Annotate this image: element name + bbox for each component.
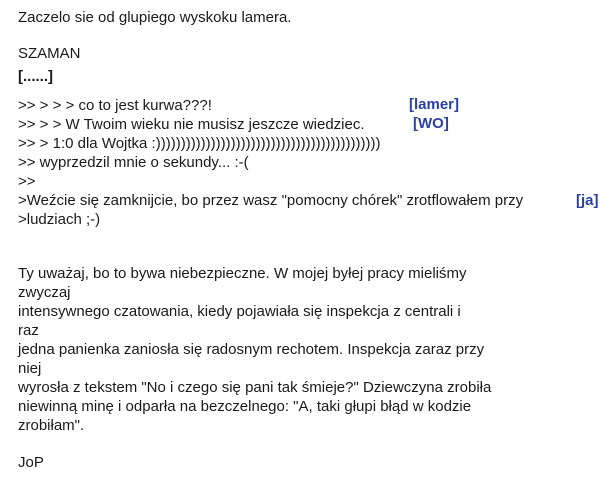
tag-ja: [ja]: [576, 192, 599, 209]
body-line: intensywnego czatowania, kiedy pojawiała się inspekcja z centrali i: [18, 303, 461, 320]
body-line: jedna panienka zaniosła się radosnym rechotem. Inspekcja zaraz przy: [18, 341, 485, 358]
quote-line: >Weźcie się zamknijcie, bo przez wasz "pomocny chórek" zrotflowałem przy: [18, 192, 524, 209]
body-line: zrobiłam".: [18, 417, 85, 434]
signature: JoP: [18, 454, 44, 471]
snip-marker: [......]: [18, 68, 53, 85]
quote-line: >> > 1:0 dla Wojtka :))))))))))))))))))))))))))))))))))))))))))))): [18, 135, 381, 152]
body-line: wyrosła z tekstem "No i czego się pani tak śmieje?" Dziewczyna zrobiła: [18, 379, 492, 396]
quote-line: >ludziach ;-): [18, 211, 101, 228]
intro-line: Zaczelo sie od glupiego wyskoku lamera.: [18, 9, 292, 26]
tag-lamer: [lamer]: [409, 96, 460, 113]
quote-line: >> > > > co to jest kurwa???!: [18, 97, 212, 114]
quote-line: >> wyprzedzil mnie o sekundy... :-(: [18, 154, 249, 171]
quote-line: >>: [18, 173, 36, 190]
tag-wo: [WO]: [413, 115, 449, 132]
quote-line: >> > > W Twoim wieku nie musisz jeszcze wiedziec.: [18, 116, 365, 133]
body-line: niewinną minę i odparła na bezczelnego: "A, taki głupi błąd w kodzie: [18, 398, 472, 415]
body-line: zwyczaj: [18, 284, 71, 301]
body-line: Ty uważaj, bo to bywa niebezpieczne. W mojej byłej pracy mieliśmy: [18, 265, 467, 282]
body-line: raz: [18, 322, 39, 339]
body-line: niej: [18, 360, 42, 377]
author-name: SZAMAN: [18, 45, 81, 62]
